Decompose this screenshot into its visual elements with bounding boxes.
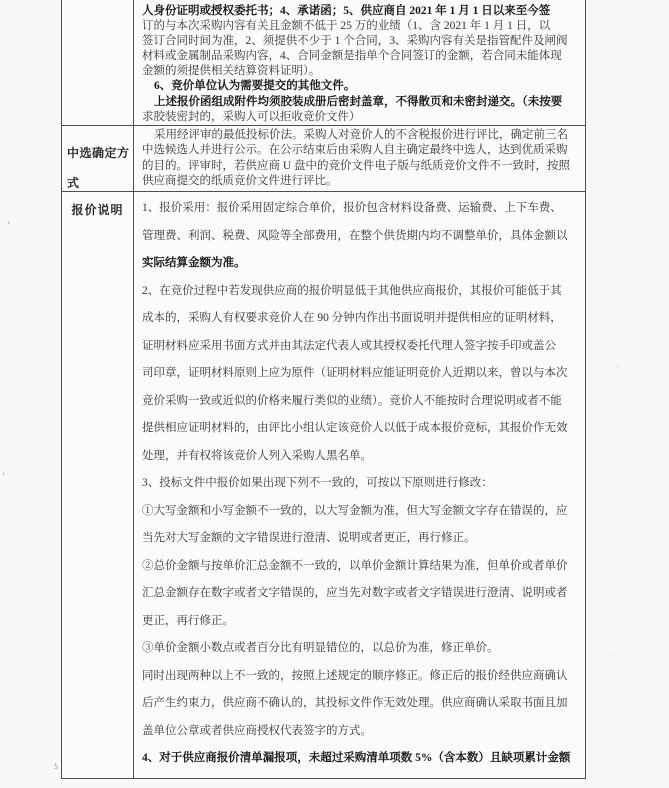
table-row-continuation <box>62 0 585 126</box>
text-line: 人身份证明或授权委托书；4、承诺函；5、供应商自 2021 年 1 月 1 日以来至今签 <box>142 5 551 17</box>
document-table <box>61 0 586 779</box>
text-line: 订的与本次采购内容有关且金额不低于 25 万的业绩（1、含 2021 年 1 月 1 日，以 <box>142 20 551 33</box>
text-line: 后产生约束力，供应商不确认的，其投标文件作无效处理。供应商确认采取书面且加 <box>142 697 568 709</box>
row-label-selection-method: 中选确定方式 <box>62 126 134 191</box>
text-line: 4、对于供应商报价清单漏报项，未超过采购清单项数 5%（含本数）且缺项累计金额 <box>142 752 571 764</box>
text-line: 供应商提交的纸质竞价文件进行评比。 <box>142 174 338 187</box>
scan-artifact: · <box>612 651 615 660</box>
text-line: 竞价采购一致或近似的价格来履行类似的业绩）。竞价人不能按时合理说明或者不能 <box>142 394 562 407</box>
text-line: 1、报价采用：报价采用固定综合单价，报价包含材料设备费、运输费、上下车费、 <box>142 202 562 214</box>
scan-artifact: · <box>616 363 619 372</box>
text-line: 签订合同时间为准，2、须提供不少于 1 个合同，3、采购内容有关是指管配件及闸阀 <box>142 35 568 48</box>
quotation-notes-content <box>134 192 585 778</box>
scan-artifact: ‹ <box>1 468 6 479</box>
continuation-content <box>134 0 585 125</box>
row-label-quotation-notes: 报价说明 <box>62 192 134 778</box>
text-line: ②总价金额与按单价汇总金额不一致的，以单价金额计算结果为准，但单价或者单价 <box>142 559 568 572</box>
text-line: 6、竞价单位认为需要提交的其他文件。 <box>154 80 356 93</box>
selection-method-content <box>134 126 585 191</box>
text-line: ①大写金额和小写金额不一致的，以大写金额为准，但大写金额文字存在错误的，应 <box>142 504 568 517</box>
text-line: 材料或金属制品采购内容，4、合同金额是指单个合同签订的金额，若合同未能体现 <box>142 50 562 63</box>
text-line: 金额的须提供相关结算资料证明）。 <box>142 65 321 78</box>
text-line: 中选候选人并进行公示。在公示结束后由采购人自主确定最终中选人，达到优质采购 <box>142 144 568 157</box>
text-line: 证明材料应采用书面方式并由其法定代表人或其授权委托代理人签字按手印或盖公 <box>142 339 556 352</box>
text-line: 3、投标文件中报价如果出现下列不一致的，可按以下原则进行修改： <box>142 477 493 489</box>
text-line: 上述报价函组成附件均须胶装成册后密封盖章，不得散页和未密封递交。（未按要 <box>154 95 563 108</box>
text-line: 的目的。评审时，若供应商 U 盘中的竞价文件电子版与纸质竞价文件不一致时，按照 <box>142 159 571 172</box>
text-line: 提供相应证明材料的，由评比小组认定该竞价人以低于成本报价竞标，其报价作无效 <box>142 422 568 434</box>
table-row-quotation-notes <box>62 192 585 778</box>
text-line: 同时出现两种以上不一致的，按照上述规定的顺序修正。修正后的报价经供应商确认 <box>142 669 568 682</box>
text-line: 求胶装密封的，采购人可以拒收竞价文件） <box>142 110 361 123</box>
text-line: 当先对大写金额的文字错误进行澄清、说明或者更正，再行修正。 <box>142 532 476 544</box>
text-line: 盖单位公章或者供应商授权代表签字的方式。 <box>142 724 372 737</box>
text-line: 更正，再行修正。 <box>142 614 234 627</box>
text-line: ③单价金额小数点或者百分比有明显错位的，以总价为准，修正单价。 <box>142 642 499 654</box>
text-line: 成本的，采购人有权要求竞价人在 90 分钟内作出书面说明并提供相应的证明材料， <box>142 312 562 324</box>
text-line: 汇总金额存在数字或者文字错误的，应当先对数字或者文字错误进行澄清、说明或者 <box>142 587 568 599</box>
table-row-selection-method <box>62 126 585 192</box>
text-line: 处理，并有权将该竞价人列入采购人黑名单。 <box>142 449 372 462</box>
scan-artifact: ‹ <box>6 217 12 228</box>
label-cell-empty <box>62 0 134 125</box>
text-line: 管理费、利润、税费、风险等全部费用，在整个供货期内均不调整单价，具体金额以 <box>142 229 568 242</box>
text-line: 司印章，证明材料原则上应为原件（证明材料应能证明竞价人近期以来，曾以与本次 <box>142 367 568 379</box>
text-line: 实际结算金额为准。 <box>142 257 246 269</box>
text-line: 2、在竞价过程中若发现供应商的报价明显低于其他供应商报价，其报价可能低于其 <box>142 284 562 297</box>
text-line: 采用经评审的最低投标价法。采购人对竞价人的不含税报价进行评比，确定前三名 <box>154 129 568 141</box>
scan-artifact: ʖ <box>54 762 59 771</box>
